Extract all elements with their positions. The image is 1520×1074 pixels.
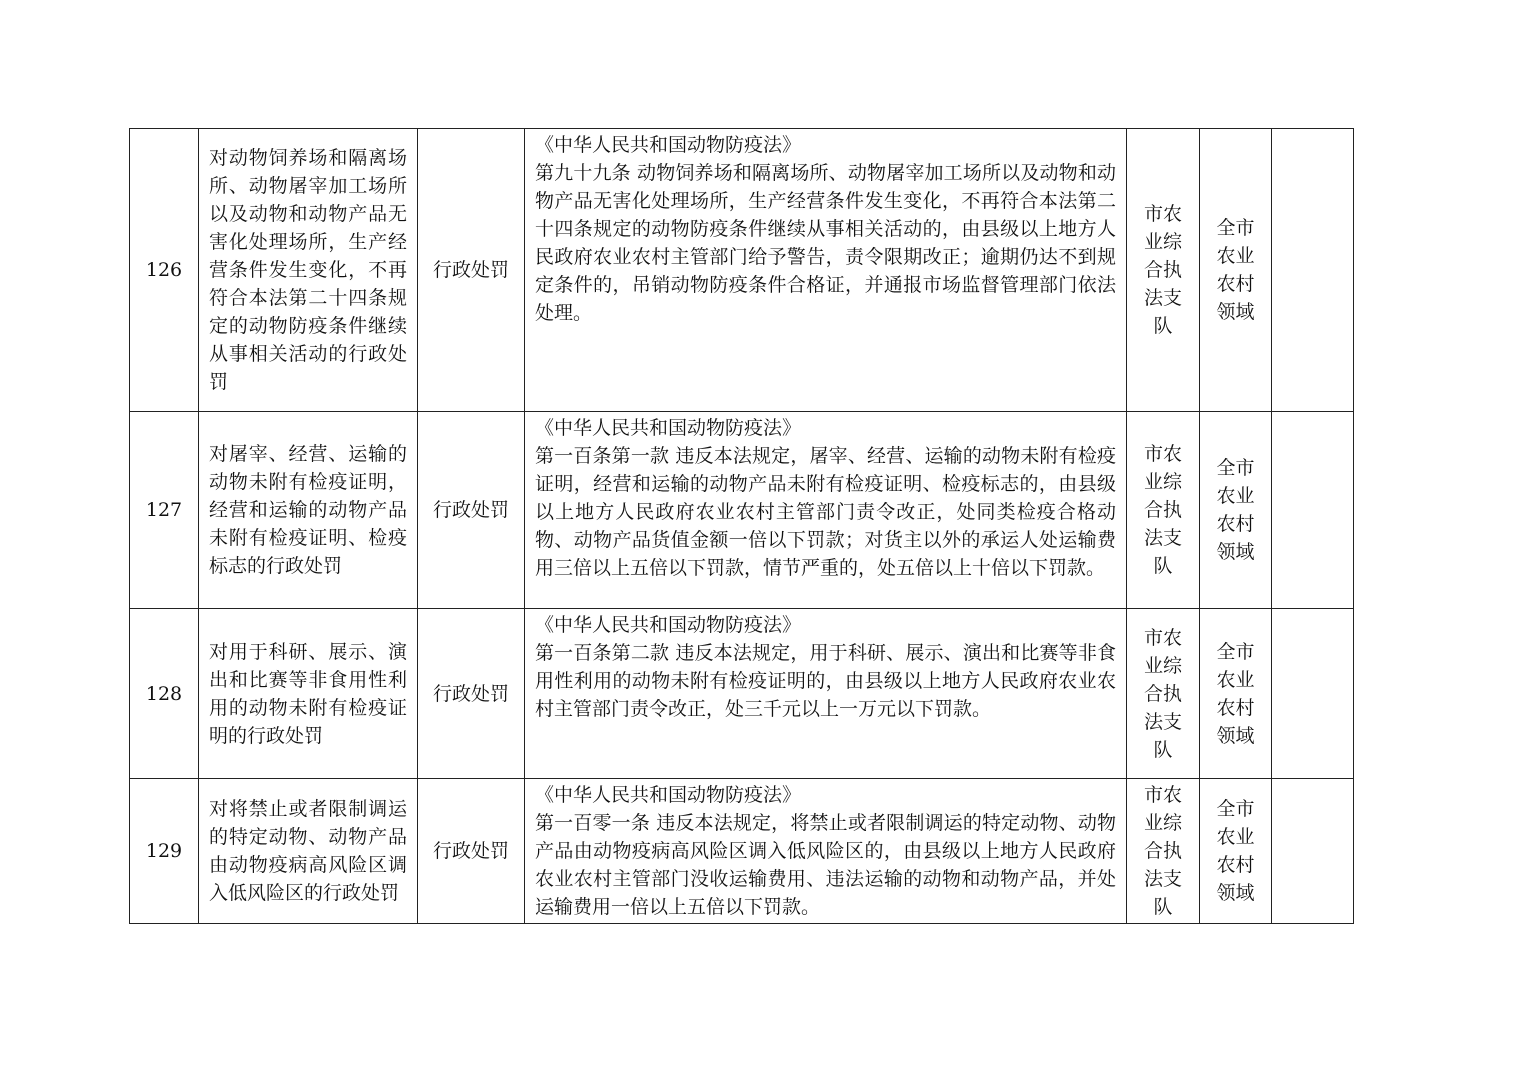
law-article: 第一百零一条 违反本法规定，将禁止或者限制调运的特定动物、动物产品由动物疫病高风险区调入低风险区的，由县级以上地方人民政府农业农村主管部门没收运输费用、违法运输的动物和动物产品，并处运输费用一倍以上五倍以下罚款。	[535, 812, 1116, 918]
item-number: 129	[130, 779, 199, 924]
legal-basis	[525, 412, 1127, 609]
law-title: 《中华人民共和国动物防疫法》	[535, 784, 802, 806]
enforcement-department: 市农业综合执法支队	[1127, 779, 1200, 924]
remarks	[1272, 609, 1354, 779]
item-number: 126	[130, 129, 199, 412]
jurisdiction-scope: 全市农业农村领域	[1200, 412, 1272, 609]
law-title: 《中华人民共和国动物防疫法》	[535, 417, 802, 439]
enforcement-department: 市农业综合执法支队	[1127, 609, 1200, 779]
item-type: 行政处罚	[418, 609, 525, 779]
law-title: 《中华人民共和国动物防疫法》	[535, 134, 802, 156]
item-type: 行政处罚	[418, 129, 525, 412]
item-name: 对动物饲养场和隔离场所、动物屠宰加工场所以及动物和动物产品无害化处理场所，生产经营条件发生变化，不再符合本法第二十四条规定的动物防疫条件继续从事相关活动的行政处罚	[199, 129, 418, 412]
remarks	[1272, 779, 1354, 924]
item-name: 对将禁止或者限制调运的特定动物、动物产品由动物疫病高风险区调入低风险区的行政处罚	[199, 779, 418, 924]
table-row	[130, 412, 1354, 609]
remarks	[1272, 129, 1354, 412]
item-type: 行政处罚	[418, 779, 525, 924]
jurisdiction-scope: 全市农业农村领域	[1200, 609, 1272, 779]
law-article: 第一百条第一款 违反本法规定，屠宰、经营、运输的动物未附有检疫证明，经营和运输的动物产品未附有检疫证明、检疫标志的，由县级以上地方人民政府农业农村主管部门责令改正，处同类检疫合格动物、动物产品货值金额一倍以下罚款；对货主以外的承运人处运输费用三倍以上五倍以下罚款，情节严重的，处五倍以上十倍以下罚款。	[535, 445, 1116, 579]
item-number: 128	[130, 609, 199, 779]
law-article: 第一百条第二款 违反本法规定，用于科研、展示、演出和比赛等非食用性利用的动物未附有检疫证明的，由县级以上地方人民政府农业农村主管部门责令改正，处三千元以上一万元以下罚款。	[535, 642, 1116, 720]
item-type: 行政处罚	[418, 412, 525, 609]
table-row	[130, 779, 1354, 924]
item-name: 对用于科研、展示、演出和比赛等非食用性利用的动物未附有检疫证明的行政处罚	[199, 609, 418, 779]
remarks	[1272, 412, 1354, 609]
jurisdiction-scope: 全市农业农村领域	[1200, 129, 1272, 412]
jurisdiction-scope: 全市农业农村领域	[1200, 779, 1272, 924]
item-number: 127	[130, 412, 199, 609]
enforcement-department: 市农业综合执法支队	[1127, 412, 1200, 609]
law-article: 第九十九条 动物饲养场和隔离场所、动物屠宰加工场所以及动物和动物产品无害化处理场所，生产经营条件发生变化，不再符合本法第二十四条规定的动物防疫条件继续从事相关活动的，由县级以上地方人民政府农业农村主管部门给予警告，责令限期改正；逾期仍达不到规定条件的，吊销动物防疫条件合格证，并通报市场监督管理部门依法处理。	[535, 162, 1116, 324]
table-row	[130, 609, 1354, 779]
enforcement-department: 市农业综合执法支队	[1127, 129, 1200, 412]
legal-basis	[525, 779, 1127, 924]
legal-basis	[525, 129, 1127, 412]
table-row	[130, 129, 1354, 412]
item-name: 对屠宰、经营、运输的动物未附有检疫证明，经营和运输的动物产品未附有检疫证明、检疫标志的行政处罚	[199, 412, 418, 609]
legal-basis	[525, 609, 1127, 779]
law-title: 《中华人民共和国动物防疫法》	[535, 614, 802, 636]
penalty-items-table	[129, 128, 1354, 924]
